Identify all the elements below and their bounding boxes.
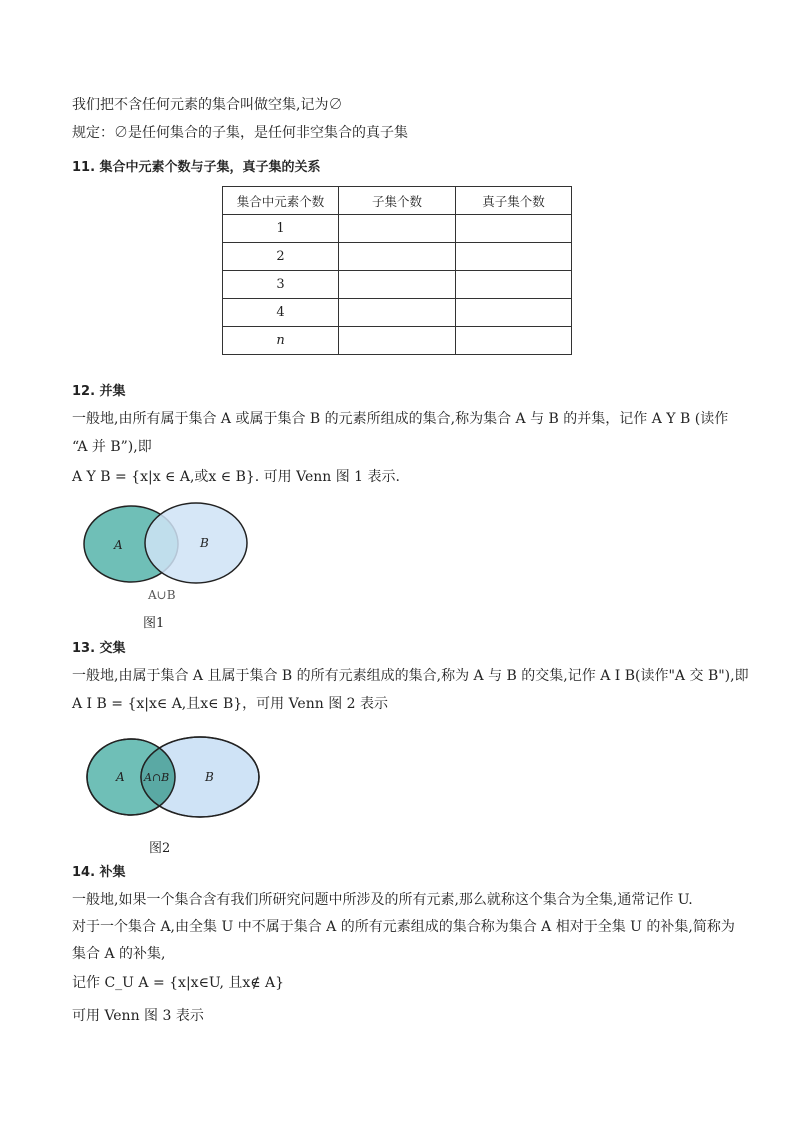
- table-row: [223, 243, 572, 271]
- table-cell: [339, 271, 456, 299]
- complement-definition-line2: 集合 A 的补集,: [72, 946, 166, 962]
- table-cell: 2: [223, 243, 339, 271]
- union-formula: A Y B = {x|x ∈ A,或x ∈ B}. 可用 Venn 图 1 表示.: [72, 469, 400, 485]
- table-cell: 1: [223, 215, 339, 243]
- table-header-subsets: 子集个数: [339, 187, 456, 215]
- empty-set-rule: 规定：∅是任何集合的子集，是任何非空集合的真子集: [72, 125, 408, 141]
- venn-label-a: A: [116, 770, 125, 784]
- intersection-venn-diagram: [82, 734, 264, 820]
- venn-label-a: A: [114, 538, 123, 552]
- union-definition-line1: 一般地,由所有属于集合 A 或属于集合 B 的元素所组成的集合,称为集合 A 与 B 的并集，记作 A Y B (读作: [72, 411, 729, 427]
- section-12-title: 12. 并集: [72, 384, 126, 399]
- complement-definition-line1: 对于一个集合 A,由全集 U 中不属于集合 A 的所有元素组成的集合称为集合 A 相对于全集 U 的补集,简称为: [72, 919, 735, 935]
- empty-set-definition: 我们把不含任何元素的集合叫做空集,记为∅: [72, 97, 343, 113]
- table-header-proper-subsets: 真子集个数: [456, 187, 572, 215]
- table-row: [223, 271, 572, 299]
- section-11-title: 11. 集合中元素个数与子集，真子集的关系: [72, 160, 321, 175]
- table-cell: 3: [223, 271, 339, 299]
- intersection-formula: A I B = {x|x∈ A,且x∈ B}，可用 Venn 图 2 表示: [72, 696, 389, 712]
- section-13-title: 13. 交集: [72, 641, 126, 656]
- venn-set-b-circle: [145, 503, 247, 583]
- venn-label-b: B: [205, 770, 214, 784]
- table-cell: [339, 327, 456, 355]
- universal-set-definition: 一般地,如果一个集合含有我们所研究问题中所涉及的所有元素,那么就称这个集合为全集,通常记作 U.: [72, 892, 693, 908]
- figure-2-caption: 图2: [149, 841, 171, 856]
- table-cell: 4: [223, 299, 339, 327]
- table-cell: [456, 215, 572, 243]
- venn-figure-3-note: 可用 Venn 图 3 表示: [72, 1008, 204, 1024]
- table-header-row: [223, 187, 572, 215]
- table-cell: [456, 299, 572, 327]
- table-cell: [339, 299, 456, 327]
- table-header-elements: 集合中元素个数: [223, 187, 339, 215]
- table-row: [223, 215, 572, 243]
- table-cell: [339, 215, 456, 243]
- table-cell: [456, 243, 572, 271]
- complement-formula: 记作 C_U A = {x|x∈U, 且x∉ A}: [72, 975, 285, 991]
- venn-label-b: B: [200, 536, 209, 550]
- union-definition-line2: “A 并 B”),即: [72, 439, 152, 455]
- venn-union-label: A∪B: [148, 588, 176, 602]
- table-cell: [456, 327, 572, 355]
- table-cell: n: [223, 327, 339, 355]
- subset-count-table: [222, 186, 572, 355]
- venn-label-intersection: A∩B: [144, 771, 170, 784]
- table-row: [223, 299, 572, 327]
- union-venn-diagram: [72, 500, 262, 605]
- table-cell: [456, 271, 572, 299]
- table-row: [223, 327, 572, 355]
- figure-1-caption: 图1: [143, 616, 165, 631]
- table-cell: [339, 243, 456, 271]
- intersection-definition-line1: 一般地,由属于集合 A 且属于集合 B 的所有元素组成的集合,称为 A 与 B 的交集,记作 A I B(读作"A 交 B"),即: [72, 668, 749, 684]
- section-14-title: 14. 补集: [72, 865, 126, 880]
